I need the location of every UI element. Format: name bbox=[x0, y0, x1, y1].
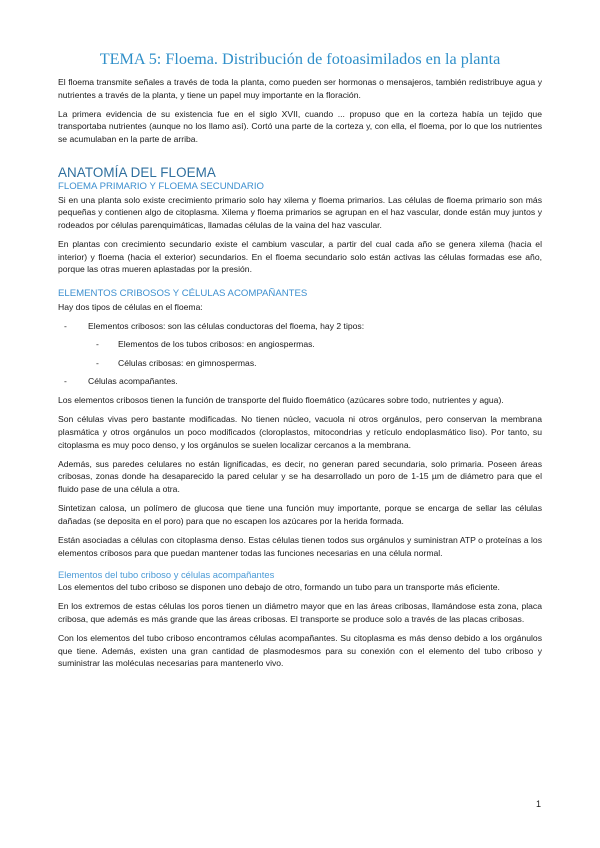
page-content bbox=[58, 50, 542, 677]
list-item-text: Células acompañantes. bbox=[88, 376, 178, 387]
subheading-elementos-cribosos: ELEMENTOS CRIBOSOS Y CÉLULAS ACOMPAÑANTES bbox=[58, 287, 308, 299]
cell-types-list bbox=[58, 320, 542, 388]
intro-paragraph-2: La primera evidencia de su existencia fue en el siglo XVII, cuando ... propuso que en la corteza había un tejido que transportaba nutrientes (aunque no los llamo así). Cortó una parte de la corteza y, con ella, el floema, por lo que los nutrientes se acumulaban en la parte de arriba. bbox=[58, 108, 542, 144]
document-title: TEMA 5: Floema. Distribución de fotoasimilados en la planta bbox=[99, 50, 501, 68]
subheading-tubo-criboso: Elementos del tubo criboso y células acompañantes bbox=[58, 569, 275, 581]
paragraph-disposicion: Los elementos del tubo criboso se disponen uno debajo de otro, formando un tubo para un transporte más eficiente. bbox=[58, 582, 500, 593]
list-dash: - bbox=[64, 320, 67, 331]
paragraph-tipos-celulas: Hay dos tipos de células en el floema: bbox=[58, 301, 203, 312]
paragraph-crecimiento-primario: Si en una planta solo existe crecimiento primario solo hay xilema y floema primarios. Las células de floema primario son más pequeñas y contienen algo de citoplasma. Xilema y floema primarios se agrupan en el haz vascular, donde están muy juntos y rodeados por células parenquimáticas, llamadas células de la vaina del haz vascular. bbox=[58, 194, 542, 230]
list-item bbox=[58, 338, 542, 351]
list-item bbox=[58, 320, 542, 333]
list-item-text: Elementos de los tubos cribosos: en angiospermas. bbox=[118, 339, 315, 350]
section-heading-anatomia: ANATOMÍA DEL FLOEMA bbox=[58, 164, 216, 180]
paragraph-placa-cribosa: En los extremos de estas células los poros tienen un diámetro mayor que en las áreas cribosas, llamándose esta zona, placa cribosa, que además es más grande que las áreas cribosas. El transporte se produce solo a través de las placas cribosas. bbox=[58, 601, 542, 624]
list-item-text: Células cribosas: en gimnospermas. bbox=[118, 357, 257, 368]
paragraph-celulas-vivas: Son células vivas pero bastante modificadas. No tienen núcleo, vacuola ni otros orgánulos, pero conservan la membrana plasmática y otros orgánulos un poco modificados (cloroplastos, mitocondrias y retículo endoplasmático liso). Por tanto, su citoplasma es muy poco denso, y los orgánulos se suelen localizar cercanos a la membrana. bbox=[58, 414, 542, 450]
paragraph-crecimiento-secundario: En plantas con crecimiento secundario existe el cambium vascular, a partir del cual cada año se genera xilema (hacia el interior) y floema (hacia el exterior) secundarios. En el floema secundario solo están activas las células formadas ese año, porque las otras mueren aplastadas por la presión. bbox=[58, 238, 542, 275]
list-item-text: Elementos cribosos: son las células conductoras del floema, hay 2 tipos: bbox=[88, 320, 365, 331]
list-dash: - bbox=[96, 339, 99, 350]
list-dash: - bbox=[64, 376, 67, 387]
paragraph-funcion-transporte: Los elementos cribosos tienen la función de transporte del fluido floemático (azúcares sobre todo, nutrientes y agua). bbox=[58, 395, 504, 406]
intro-paragraph-1: El floema transmite señales a través de toda la planta, como pueden ser hormonas o mensajeros, también redistribuye agua y nutrientes a través de la planta, y tiene un papel muy importante en la floración. bbox=[58, 77, 542, 100]
paragraph-calosa: Sintetizan calosa, un polímero de glucosa que tiene una función muy importante, porque se encarga de sellar las células dañadas (se deposita en el poro) para que no escapen los azúcares por la herida formada. bbox=[58, 503, 542, 526]
list-dash: - bbox=[96, 357, 99, 368]
paragraph-citoplasma-denso: Están asociadas a células con citoplasma denso. Estas células tienen todos sus orgánulos y suministran ATP o proteínas a los elementos cribosos para que puedan mantener todas las funciones necesarias en una célula normal. bbox=[58, 534, 542, 558]
page-number: 1 bbox=[536, 799, 542, 809]
paragraph-celulas-acompanantes: Con los elementos del tubo criboso encontramos células acompañantes. Su citoplasma es más denso debido a los orgánulos que tiene. Además, existen una gran cantidad de plasmodesmos para su conexión con el elemento del tubo criboso y suministrar las moléculas necesarias para mantenerlo vivo. bbox=[58, 633, 542, 669]
paragraph-paredes-celulares: Además, sus paredes celulares no están lignificadas, es decir, no generan pared secundaria, solo primaria. Poseen áreas cribosas, zonas donde ha desaparecido la pared celular y se ha desarrollado un poro de 1-15 µm de diámetro para que el fluido pase de una célula a otra. bbox=[58, 458, 542, 495]
subheading-floema-primario-secundario: FLOEMA PRIMARIO Y FLOEMA SECUNDARIO bbox=[58, 180, 264, 192]
list-item bbox=[58, 375, 542, 388]
list-item bbox=[58, 357, 542, 370]
